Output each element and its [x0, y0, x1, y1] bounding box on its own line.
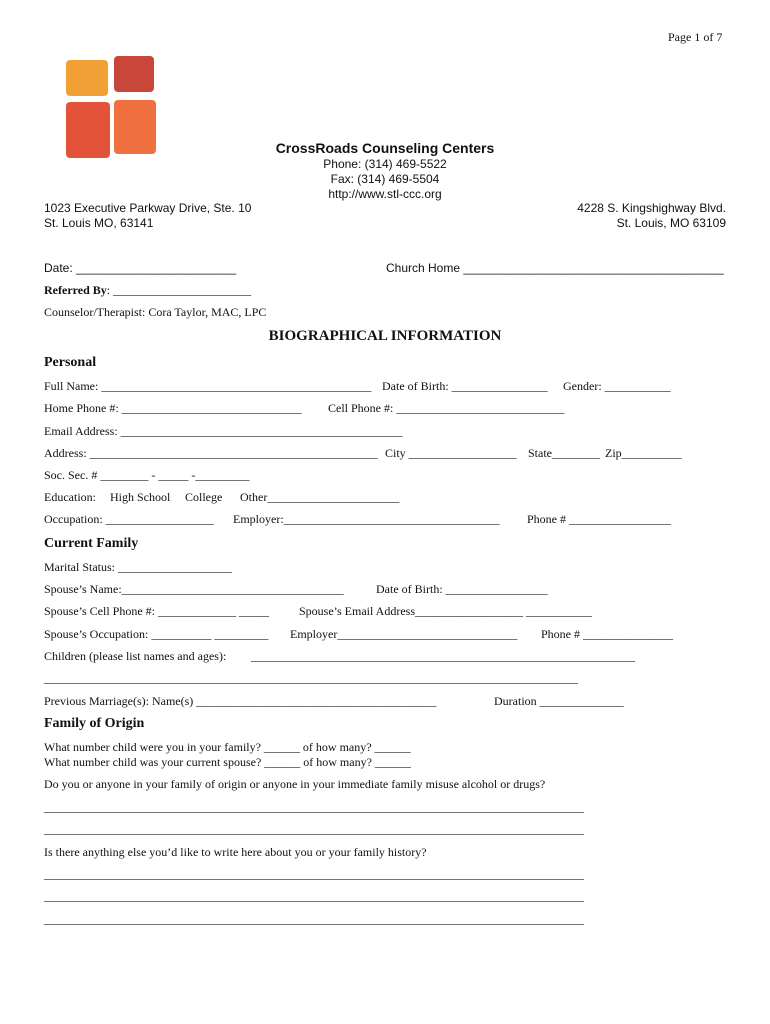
children-line-2[interactable]: _________________________________________________________________________________________ — [44, 671, 578, 685]
church-home-field[interactable]: Church Home _______________________________________ — [386, 261, 724, 275]
page-number: Page 1 of 7 — [668, 30, 723, 44]
address-left-line2: St. Louis MO, 63141 — [44, 216, 154, 230]
referred-by-blank[interactable]: : _______________________ — [106, 283, 252, 297]
city-field[interactable]: City __________________ — [385, 446, 517, 460]
education-college[interactable]: College — [185, 490, 223, 504]
education-high-school[interactable]: High School — [110, 490, 171, 504]
employer-field[interactable]: Employer:____________________________________ — [233, 512, 500, 526]
org-phone: Phone: (314) 469-5522 — [323, 157, 447, 171]
family-history-line-2[interactable]: __________________________________________________________________________________________ — [44, 889, 584, 903]
education-label: Education: — [44, 490, 96, 504]
substance-misuse-question: Do you or anyone in your family of origin or anyone in your immediate family misuse alcohol or drugs? — [44, 777, 546, 791]
spouse-email-field[interactable]: Spouse’s Email Address__________________ ___________ — [299, 604, 592, 618]
dob-field[interactable]: Date of Birth: ________________ — [382, 379, 548, 393]
org-website[interactable]: http://www.stl-ccc.org — [328, 187, 442, 201]
cell-phone-field[interactable]: Cell Phone #: ____________________________ — [328, 401, 565, 415]
phone-field[interactable]: Phone # _________________ — [527, 512, 671, 526]
spouse-phone-field[interactable]: Phone # _______________ — [541, 627, 673, 641]
address-left-line1: 1023 Executive Parkway Drive, Ste. 10 — [44, 201, 252, 215]
gender-field[interactable]: Gender: ___________ — [563, 379, 671, 393]
ssn-field[interactable]: Soc. Sec. # ________ - _____ -_________ — [44, 468, 250, 482]
state-field[interactable]: State________ — [528, 446, 600, 460]
date-field[interactable]: Date: ________________________ — [44, 261, 237, 275]
page-title: BIOGRAPHICAL INFORMATION — [268, 328, 502, 344]
address-right-line1: 4228 S. Kingshighway Blvd. — [577, 201, 726, 215]
spouse-occupation-field[interactable]: Spouse’s Occupation: __________ _________ — [44, 627, 269, 641]
occupation-field[interactable]: Occupation: __________________ — [44, 512, 214, 526]
section-current-family-heading: Current Family — [44, 536, 139, 551]
section-family-origin-heading: Family of Origin — [44, 716, 145, 731]
counselor-line: Counselor/Therapist: Cora Taylor, MAC, LPC — [44, 305, 267, 319]
org-fax: Fax: (314) 469-5504 — [330, 172, 440, 186]
children-label: Children (please list names and ages): — [44, 649, 227, 663]
logo-square-orange — [66, 60, 108, 96]
referred-by-label: Referred By — [44, 283, 107, 297]
family-history-line-1[interactable]: __________________________________________________________________________________________ — [44, 867, 584, 881]
spouse-cell-field[interactable]: Spouse’s Cell Phone #: _____________ _____ — [44, 604, 270, 618]
substance-misuse-line-2[interactable]: __________________________________________________________________________________________ — [44, 822, 584, 836]
logo-square-red — [114, 56, 154, 92]
spouse-employer-field[interactable]: Employer______________________________ — [290, 627, 518, 641]
spouse-child-number-question[interactable]: What number child was your current spouse? ______ of how many? ______ — [44, 755, 411, 769]
address-right-line2: St. Louis, MO 63109 — [616, 216, 726, 230]
family-history-line-3[interactable]: __________________________________________________________________________________________ — [44, 912, 584, 926]
child-number-question[interactable]: What number child were you in your family? ______ of how many? ______ — [44, 740, 411, 754]
marital-status-field[interactable]: Marital Status: ___________________ — [44, 560, 232, 574]
address-field[interactable]: Address: ________________________________________________ — [44, 446, 378, 460]
education-other-field[interactable]: Other______________________ — [240, 490, 400, 504]
substance-misuse-line-1[interactable]: __________________________________________________________________________________________ — [44, 800, 584, 814]
org-name: CrossRoads Counseling Centers — [275, 140, 495, 156]
full-name-field[interactable]: Full Name: _____________________________________________ — [44, 379, 372, 393]
home-phone-field[interactable]: Home Phone #: ______________________________ — [44, 401, 302, 415]
spouse-name-field[interactable]: Spouse’s Name:_____________________________________ — [44, 582, 344, 596]
previous-marriages-field[interactable]: Previous Marriage(s): Name(s) ________________________________________ — [44, 694, 437, 708]
email-field[interactable]: Email Address: _______________________________________________ — [44, 424, 403, 438]
referred-by-field[interactable] — [44, 283, 251, 298]
spouse-dob-field[interactable]: Date of Birth: _________________ — [376, 582, 548, 596]
family-history-question: Is there anything else you’d like to write here about you or your family history? — [44, 845, 427, 859]
section-personal-heading: Personal — [44, 355, 97, 370]
zip-field[interactable]: Zip__________ — [605, 446, 682, 460]
children-blank[interactable]: ________________________________________________________________ — [251, 649, 635, 663]
duration-field[interactable]: Duration ______________ — [494, 694, 624, 708]
